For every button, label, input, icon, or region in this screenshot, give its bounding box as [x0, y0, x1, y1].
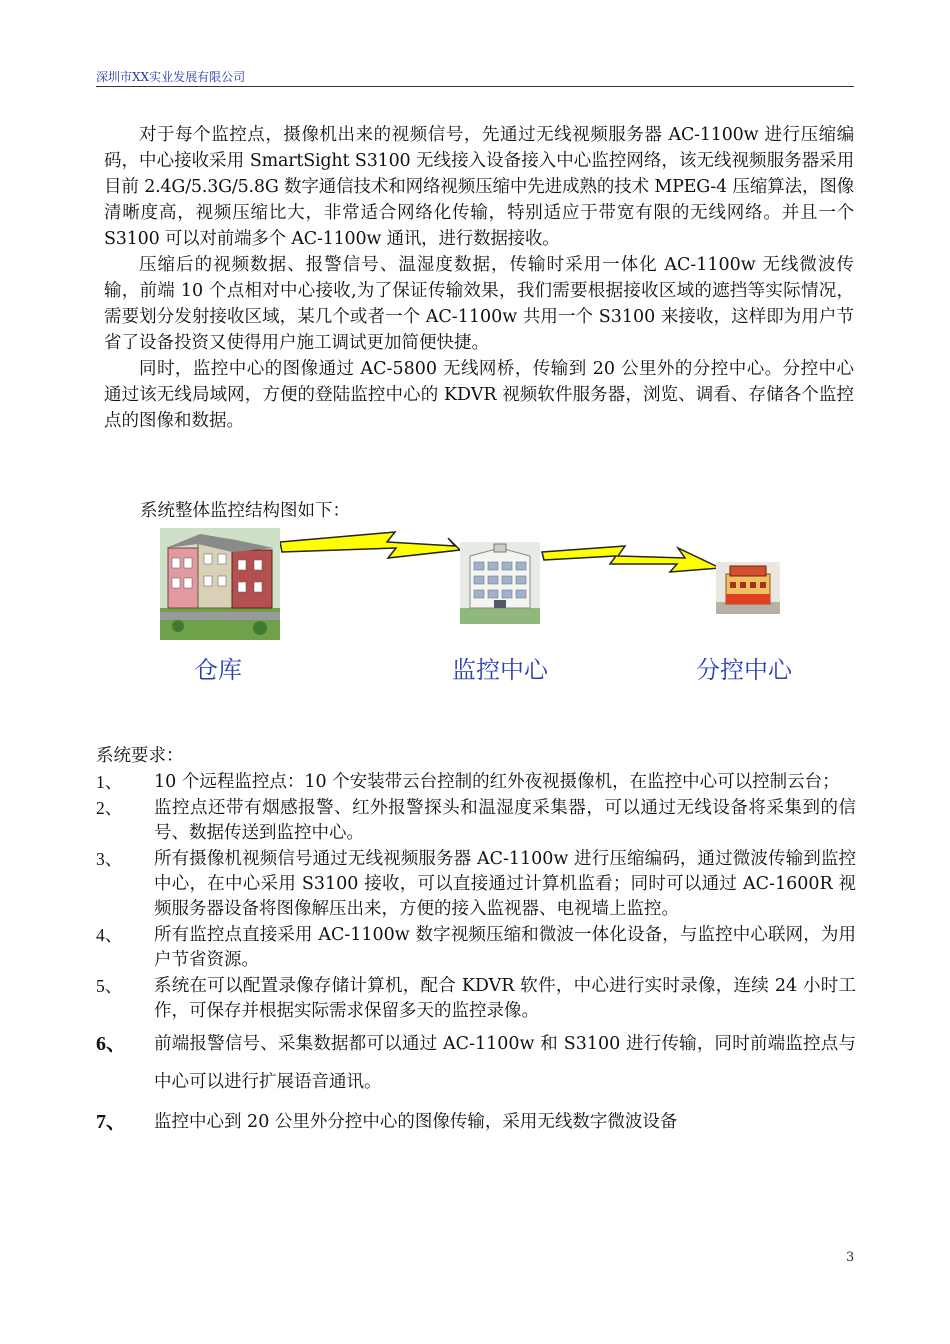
list-item-number: 5、 — [96, 976, 123, 996]
paragraph-2: 压缩后的视频数据、报警信号、温湿度数据，传输时采用一体化 AC-1100w 无线微波传输，前端 10 个点相对中心接收,为了保证传输效果，我们需要根据接收区域的遮挡等实际情况，需要划分发射接收区域，某几个或者一个 AC-1100w 共用一个 S3100 来接收，这样即为用户节省了设备投资又使得用户施工调试更加简便快捷。 — [104, 255, 854, 353]
list-item — [96, 770, 856, 795]
list-item-text: 所有摄像机视频信号通过无线视频服务器 AC-1100w 进行压缩编码，通过微波传输到监控中心，在中心采用 S3100 接收，可以直接通过计算机监看；同时可以通过 AC-1600R 视频服务器设备将图像解压出来，方便的接入监视器、电视墙上监控。 — [154, 849, 856, 919]
paragraph-1: 对于每个监控点，摄像机出来的视频信号，先通过无线视频服务器 AC-1100w 进行压缩编码，中心接收采用 SmartSight S3100 无线接入设备接入中心监控网络，该无线视频服务器采用目前 2.4G/5.3G/5.8G 数字通信技术和网络视频压缩中先进成熟的技术 MPEG-4 压缩算法，图像清晰度高，视频压缩比大，非常适合网络化传输，特别适应于带宽有限的无线网络。并且一个 S3100 可以对前端多个 AC-1100w 通讯，进行数据接收。 — [104, 125, 854, 249]
list-item — [96, 923, 856, 973]
list-item-number: 2、 — [96, 798, 123, 818]
wireless-link-icon — [542, 546, 720, 572]
page-header — [96, 66, 854, 87]
company-name: 深圳市XX实业发展有限公司 — [96, 70, 246, 84]
site-label-monitoring-center: 监控中心 — [452, 656, 548, 684]
list-item-text: 监控点还带有烟感报警、红外报警探头和温湿度采集器，可以通过无线设备将采集到的信号、数据传送到监控中心。 — [154, 798, 856, 843]
list-item — [96, 796, 856, 846]
monitoring-center-icon — [460, 542, 540, 624]
structure-diagram — [150, 520, 830, 700]
list-item-number: 3、 — [96, 849, 123, 869]
list-item — [96, 974, 856, 1024]
list-item — [96, 847, 856, 922]
list-item-text: 所有监控点直接采用 AC-1100w 数字视频压缩和微波一体化设备，与监控中心联网，为用户节省资源。 — [154, 925, 856, 970]
sub-control-center-icon — [716, 562, 780, 614]
wireless-link-icon — [280, 532, 460, 558]
list-item-number: 1、 — [96, 772, 123, 792]
warehouse-icon — [160, 528, 280, 640]
diagram-title: 系统整体监控结构图如下： — [140, 501, 350, 521]
list-item-number: 4、 — [96, 925, 123, 945]
requirements-title: 系统要求： — [96, 746, 184, 766]
list-item-number: 6、 — [96, 1033, 126, 1055]
list-item-text: 10 个远程监控点：10 个安装带云台控制的红外夜视摄像机，在监控中心可以控制云台； — [154, 772, 840, 792]
requirements-list — [96, 770, 856, 1143]
list-item-number: 7、 — [96, 1111, 126, 1133]
site-label-sub-control-center: 分控中心 — [696, 656, 792, 684]
paragraph-3: 同时，监控中心的图像通过 AC-5800 无线网桥，传输到 20 公里外的分控中心。分控中心通过该无线局域网，方便的登陆监控中心的 KDVR 视频软件服务器，浏览、调看、存储各个监控点的图像和数据。 — [104, 359, 854, 431]
list-item-text: 监控中心到 20 公里外分控中心的图像传输，采用无线数字微波设备 — [154, 1112, 678, 1132]
list-item — [96, 1103, 856, 1141]
list-item — [96, 1025, 856, 1101]
page-number: 3 — [846, 1250, 855, 1265]
list-item-text: 前端报警信号、采集数据都可以通过 AC-1100w 和 S3100 进行传输，同时前端监控点与中心可以进行扩展语音通讯。 — [154, 1034, 856, 1092]
body-text — [104, 122, 854, 434]
list-item-text: 系统在可以配置录像存储计算机，配合 KDVR 软件，中心进行实时录像，连续 24 小时工作，可保存并根据实际需求保留多天的监控录像。 — [154, 976, 856, 1021]
site-label-warehouse: 仓库 — [194, 656, 242, 684]
